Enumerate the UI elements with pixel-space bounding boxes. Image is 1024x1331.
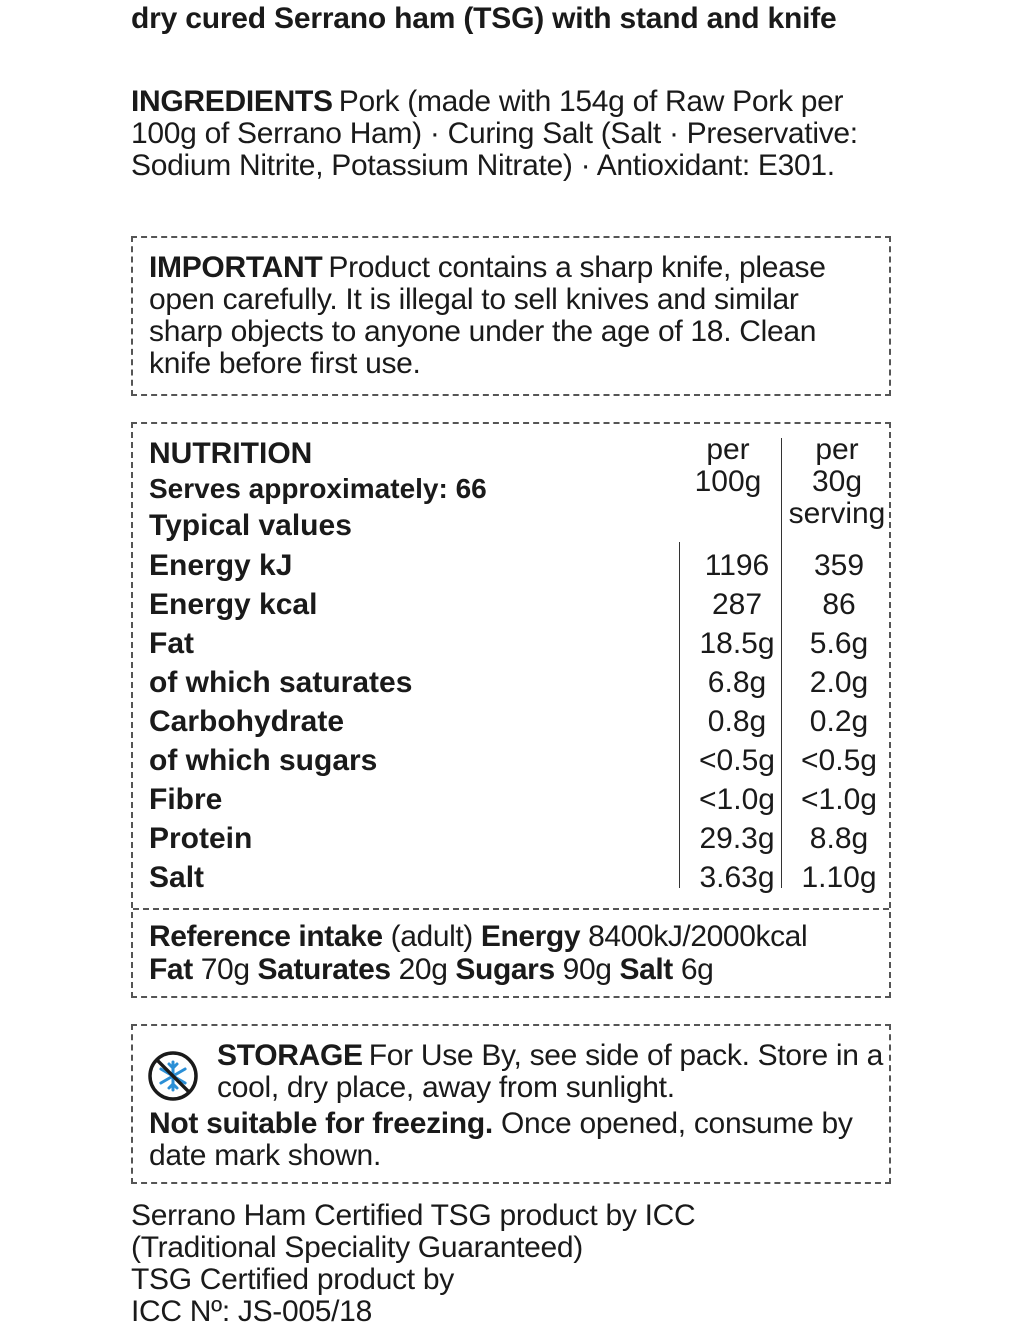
nutrition-row: Fibre <1.0g <1.0g bbox=[149, 783, 877, 816]
no-freeze-snowflake-icon bbox=[147, 1050, 199, 1102]
nutrition-row: of which saturates 6.8g 2.0g bbox=[149, 666, 869, 699]
serves-text: Serves approximately: 66 bbox=[149, 473, 487, 504]
ingredients-label: INGREDIENTS bbox=[131, 85, 333, 118]
reference-intake: Reference intake (adult) Energy 8400kJ/2000kcal Fat 70g Saturates 20g Sugars 90g Salt 6g bbox=[149, 920, 808, 986]
footer-line: (Traditional Speciality Guaranteed) bbox=[131, 1231, 583, 1264]
nutrition-box bbox=[131, 422, 891, 998]
column-header-per-100g: per 100g bbox=[694, 433, 762, 498]
freezing-text: Not suitable for freezing. Once opened, consume by date mark shown. bbox=[149, 1107, 853, 1172]
typical-values-label: Typical values bbox=[149, 509, 352, 542]
important-label: IMPORTANT bbox=[149, 251, 323, 284]
nutrition-row: Energy kJ 1196 359 bbox=[149, 549, 865, 582]
storage-text: STORAGE For Use By, see side of pack. Store in a cool, dry place, away from sunlight. bbox=[217, 1039, 884, 1104]
nutrition-row: Carbohydrate 0.8g 0.2g bbox=[149, 705, 869, 738]
product-title: dry cured Serrano ham (TSG) with stand and knife bbox=[131, 2, 837, 35]
nutrition-divider bbox=[133, 908, 889, 910]
ingredients-section bbox=[131, 86, 901, 182]
storage-box bbox=[131, 1024, 891, 1184]
nutrition-row: Salt 3.63g 1.10g bbox=[149, 861, 877, 894]
footer-line: Serrano Ham Certified TSG product by ICC bbox=[131, 1199, 696, 1232]
nutrition-heading: NUTRITION bbox=[149, 437, 313, 470]
ingredients-text: Pork (made with 154g of Raw Pork per 100g of Serrano Ham) · Curing Salt (Salt · Preservative: Sodium Nitrite, Potassium Nitrate) · Antioxidant: E301. bbox=[131, 85, 858, 182]
footer-line: TSG Certified product by bbox=[131, 1263, 454, 1296]
nutrition-row: Fat 18.5g 5.6g bbox=[149, 627, 869, 660]
nutrition-row: of which sugars <0.5g <0.5g bbox=[149, 744, 877, 777]
footer-line: ICC Nº: JS-005/18 bbox=[131, 1295, 372, 1328]
nutrition-table bbox=[133, 424, 889, 908]
important-text: Product contains a sharp knife, please open carefully. It is illegal to sell knives and similar sharp objects to anyone under the age of 18. Clean knife before first use. bbox=[149, 251, 826, 380]
nutrition-row: Protein 29.3g 8.8g bbox=[149, 822, 869, 855]
storage-label: STORAGE bbox=[217, 1039, 363, 1072]
certification-footer bbox=[131, 1200, 911, 1328]
important-box bbox=[131, 236, 891, 396]
column-header-per-serving: per 30g serving bbox=[788, 433, 886, 530]
nutrition-row: Energy kcal 287 86 bbox=[149, 588, 856, 621]
